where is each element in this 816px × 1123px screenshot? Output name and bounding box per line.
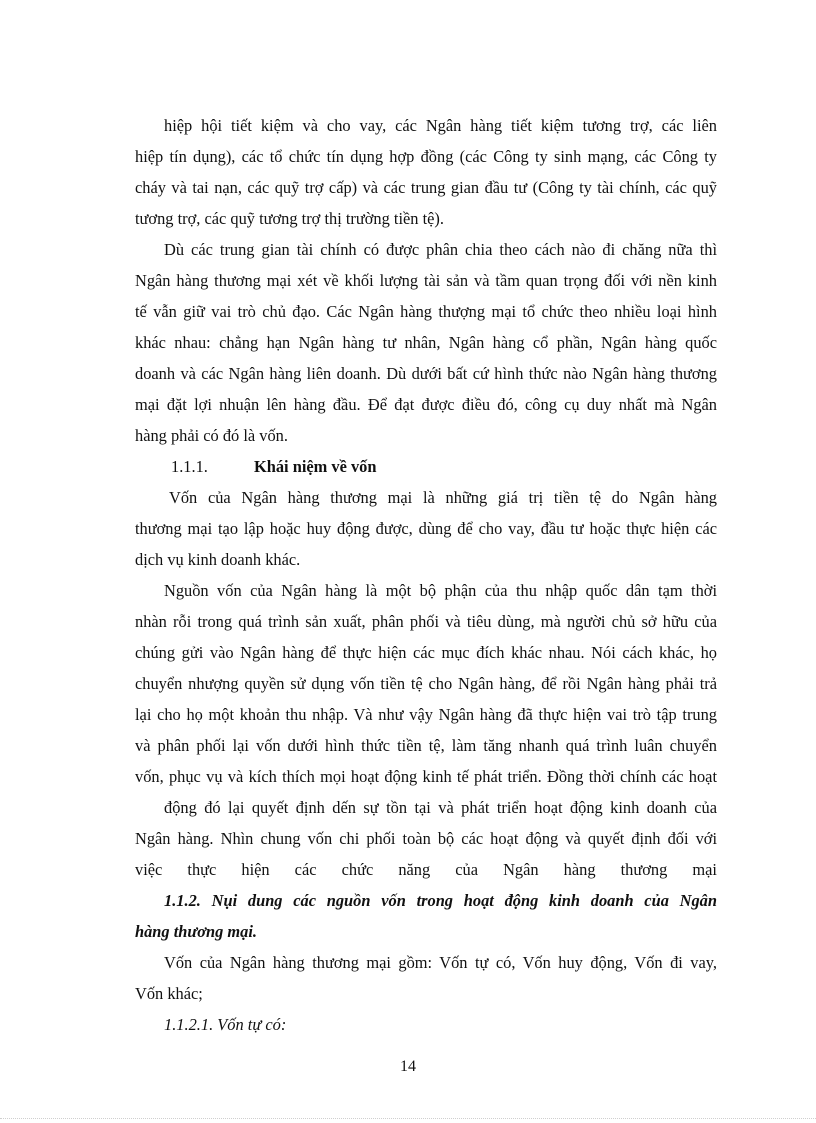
paragraph-line: Ngân hàng. Nhìn chung vốn chi phối toàn bộ các hoạt động và quyết định đối với: [135, 829, 717, 848]
paragraph-line: vốn, phục vụ và kích thích mọi hoạt động kinh tế phát triển. Đồng thời chính các hoạt: [135, 767, 717, 786]
paragraph-line: Ngân hàng thương mại xét về khối lượng tài sản và tầm quan trọng đối với nền kinh: [135, 271, 717, 290]
paragraph-line: động đó lại quyết định dến sự tồn tại và phát triển hoạt động kinh doanh của: [164, 798, 717, 817]
paragraph-line: lại cho họ một khoản thu nhập. Và như vậy Ngân hàng đã thực hiện vai trò tập trung: [135, 705, 717, 724]
paragraph-line: Vốn của Ngân hàng thương mại gồm: Vốn tự có, Vốn huy động, Vốn đi vay,: [164, 953, 717, 972]
paragraph-line: thương mại tạo lập hoặc huy động được, dùng để cho vay, đầu tư hoặc thực hiện các: [135, 519, 717, 538]
paragraph-line: Vốn của Ngân hàng thương mại là những giá trị tiền tệ do Ngân hàng: [169, 488, 717, 507]
paragraph-line: tương trợ, các quỹ tương trợ thị trường tiền tệ).: [135, 209, 444, 228]
subsubsection-heading: 1.1.2.1. Vốn tự có:: [164, 1015, 287, 1034]
paragraph-line: Vốn khác;: [135, 984, 203, 1003]
subsection-heading: 1.1.2. Nụi dung các nguồn vốn trong hoạt động kinh doanh của Ngân: [164, 891, 717, 910]
paragraph-line: nhàn rỗi trong quá trình sản xuất, phân phối và tiêu dùng, mà người chủ sở hữu của: [135, 612, 717, 631]
paragraph-line: cháy và tai nạn, các quỹ trợ cấp) và các trung gian đầu tư (Công ty tài chính, các quỹ: [135, 178, 717, 197]
paragraph-line: khác nhau: chẳng hạn Ngân hàng tư nhân, Ngân hàng cổ phần, Ngân hàng quốc: [135, 333, 717, 352]
paragraph-line: mại đặt lợi nhuận lên hàng đầu. Để đạt được điều đó, công cụ duy nhất mà Ngân: [135, 395, 717, 414]
paragraph-line: chúng gửi vào Ngân hàng để thực hiện các mục đích khác nhau. Nói cách khác, họ: [135, 643, 717, 662]
section-title: Khái niệm về vốn: [254, 457, 377, 476]
section-number: 1.1.1.: [171, 457, 208, 476]
paragraph-line: hàng phải có đó là vốn.: [135, 426, 288, 445]
paragraph-line: và phân phối lại vốn dưới hình thức tiền tệ, làm tăng nhanh quá trình luân chuyển: [135, 736, 717, 755]
subsection-heading: hàng thương mại.: [135, 922, 258, 941]
paragraph-line: chuyển nhượng quyền sử dụng vốn tiền tệ cho Ngân hàng, để rồi Ngân hàng phải trả: [135, 674, 717, 693]
paragraph-line: việc thực hiện các chức năng của Ngân hàng thương mại: [135, 860, 717, 879]
paragraph-line: hiệp hội tiết kiệm và cho vay, các Ngân hàng tiết kiệm tương trợ, các liên: [164, 116, 717, 135]
page-border: [0, 1118, 816, 1119]
paragraph-line: Nguồn vốn của Ngân hàng là một bộ phận của thu nhập quốc dân tạm thời: [164, 581, 717, 600]
paragraph-line: dịch vụ kinh doanh khác.: [135, 550, 301, 569]
paragraph-line: hiệp tín dụng), các tổ chức tín dụng hợp đồng (các Công ty sinh mạng, các Công ty: [135, 147, 717, 166]
page-number: 14: [400, 1058, 416, 1075]
paragraph-line: tế vẫn giữ vai trò chủ đạo. Các Ngân hàng thượng mại tổ chức theo nhiều loại hình: [135, 302, 717, 321]
paragraph-line: doanh và các Ngân hàng liên doanh. Dù dưới bất cứ hình thức nào Ngân hàng thương: [135, 364, 717, 383]
paragraph-line: Dù các trung gian tài chính có được phân chia theo cách nào đi chăng nữa thì: [164, 240, 717, 259]
